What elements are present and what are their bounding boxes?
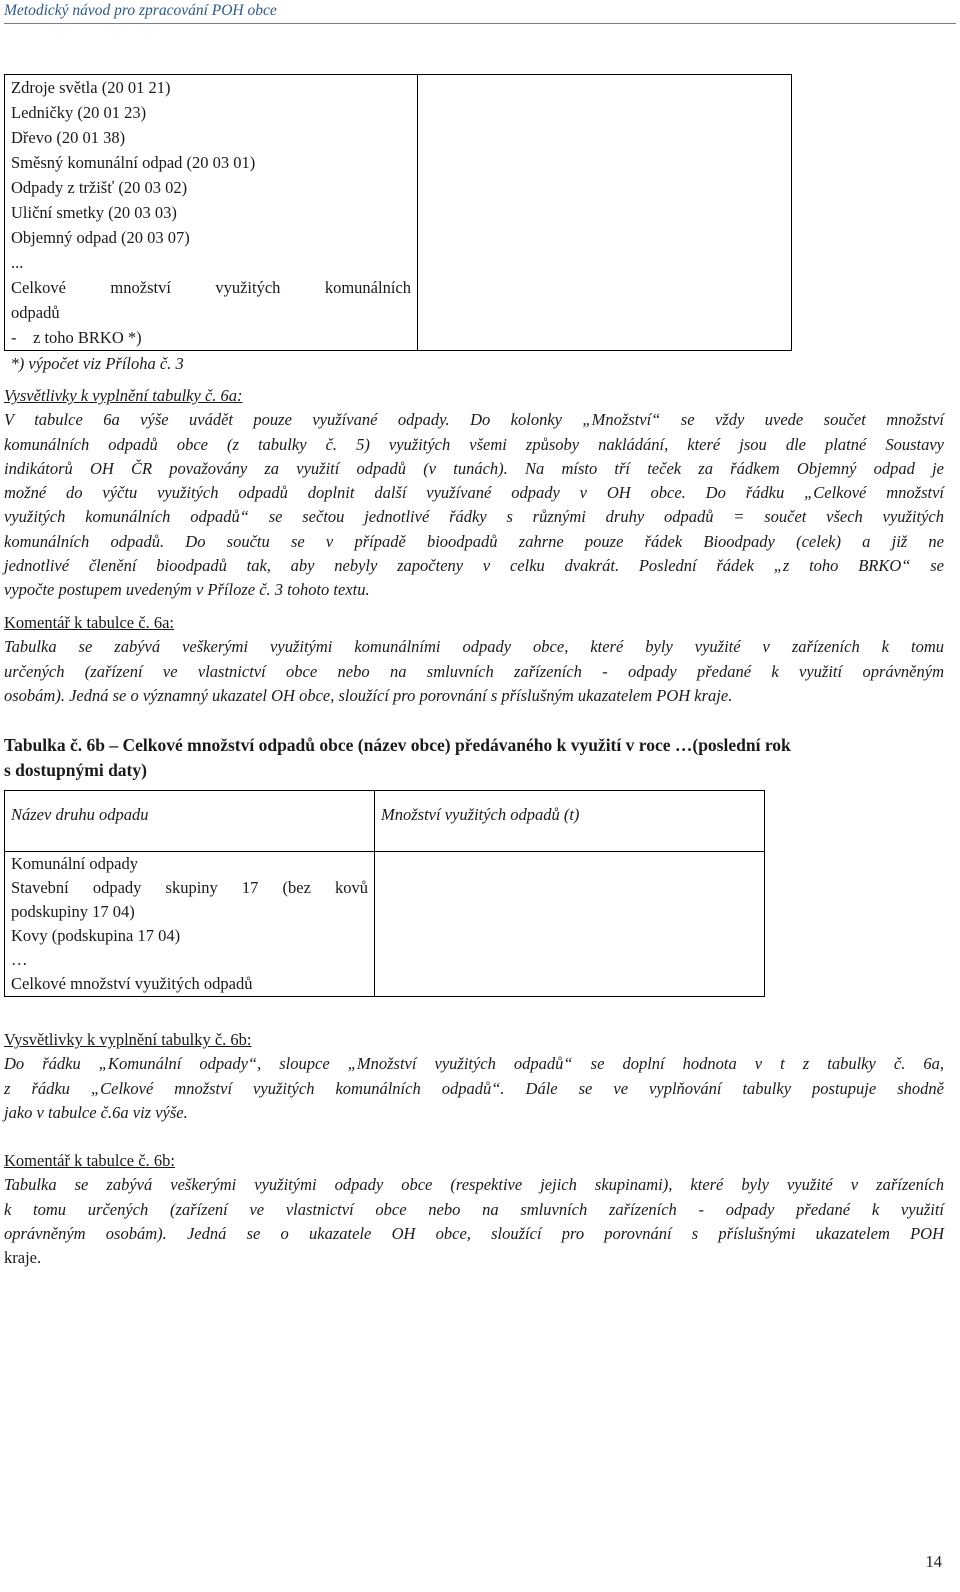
explain-6b-line: z řádku „Celkové množství využitých komunálních odpadů“. Dále se ve vyplňování tabulky postupuje shodně — [4, 1078, 944, 1098]
explain-6b-heading: Vysvětlivky k vyplnění tabulky č. 6b: — [4, 1030, 252, 1049]
table-row-label: Objemný odpad (20 03 07) — [11, 228, 190, 247]
page-number: 14 — [925, 1552, 942, 1571]
comment-6b-line: k tomu určených (zařízení ve vlastnictví obce nebo na smluvních zařízeních - odpady předané k využití — [4, 1199, 944, 1219]
explain-6a-line: vypočte postupem uvedeným v Příloze č. 3 tohoto textu. — [4, 580, 370, 600]
explain-6a-line: možné do výčtu využitých odpadů doplnit další využívané odpady v OH obce. Do řádku „Celkové množství — [4, 483, 944, 503]
comment-6b-line: Tabulka se zabývá veškerými využitými odpady obce (respektive jejich skupinami), které byly využité v zařízeních — [4, 1175, 944, 1195]
explain-6a-line: jednotlivé členění bioodpadů tak, aby nebyly započteny v celku dvakrát. Poslední řádek „z toho BRKO“ se — [4, 556, 944, 576]
comment-6b — [4, 1149, 944, 1270]
table-6b — [4, 790, 765, 997]
table-row-label: Ledničky (20 01 23) — [11, 103, 147, 122]
comment-6a-line: osobám). Jedná se o významný ukazatel OH obce, sloužící pro porovnání s příslušným ukazatelem POH kraje. — [4, 685, 733, 705]
table-row-label: Celkové množství využitých komunálních — [11, 278, 411, 297]
comment-6a-line: určených (zařízení ve vlastnictví obce nebo na smluvních zařízeních - odpady předané k využití oprávněným — [4, 661, 944, 681]
explain-6a-line: komunálních odpadů obce (z tabulky č. 5) využitých všemi způsoby nakládání, které jsou dle platné Soustavy — [4, 434, 944, 454]
table-6b-heading-line: s dostupnými daty) — [4, 760, 147, 780]
table-row-label: Uliční smetky (20 03 03) — [11, 203, 177, 222]
comment-6b-line: kraje. — [4, 1248, 42, 1268]
page-header — [4, 2, 956, 24]
comment-6b-line: oprávněným osobám). Jedná se o ukazatele OH obce, sloužící pro porovnání s příslušnými ukazatelem POH — [4, 1223, 944, 1243]
table-6a-footnote: *) výpočet viz Příloha č. 3 — [10, 354, 184, 373]
explain-6a — [4, 384, 944, 603]
explain-6a-line: V tabulce 6a výše uvádět pouze využívané odpady. Do kolonky „Množství“ se vždy uvede součet množství — [4, 410, 944, 430]
table-row-label: Kovy (podskupina 17 04) — [11, 926, 181, 945]
table-header-row — [5, 791, 765, 852]
explain-6a-line: využitých komunálních odpadů“ se sečtou jednotlivé řádky s různými druhy odpadů = součet všech využitých — [4, 507, 944, 527]
table-6b-value-cell — [375, 852, 765, 997]
column-header: Množství využitých odpadů (t) — [375, 791, 765, 852]
column-header: Název druhu odpadu — [5, 791, 375, 852]
table-row-label: Komunální odpady — [11, 854, 138, 873]
table-6b-heading — [4, 733, 944, 783]
header-title: Metodický návod pro zpracování POH obce — [4, 2, 277, 19]
table-6b-rows-cell — [5, 852, 375, 997]
table-row-label: Dřevo (20 01 38) — [11, 128, 126, 147]
table-row-label: Stavební odpady skupiny 17 (bez kovů — [11, 878, 368, 897]
table-row-label: podskupiny 17 04) — [11, 902, 135, 921]
table-row-label: - z toho BRKO *) — [11, 328, 142, 347]
table-row-label: Směsný komunální odpad (20 03 01) — [11, 153, 256, 172]
explain-6b — [4, 1028, 944, 1125]
comment-6a — [4, 611, 944, 708]
table-row — [5, 852, 765, 997]
explain-6a-heading: Vysvětlivky k vyplnění tabulky č. 6a: — [4, 386, 243, 405]
explain-6b-line: Do řádku „Komunální odpady“, sloupce „Množství využitých odpadů“ se doplní hodnota v t z tabulky č. 6a, — [4, 1054, 944, 1074]
table-6a-rows-cell — [5, 75, 418, 351]
table-6a-value-cell — [418, 75, 792, 351]
explain-6a-line: komunálních odpadů. Do součtu se v případě bioodpadů zahrne pouze řádek Bioodpady (celek) a již ne — [4, 531, 944, 551]
table-6b-heading-line: Tabulka č. 6b – Celkové množství odpadů obce (název obce) předávaného k využití v roce …(poslední rok — [4, 735, 791, 755]
table-6a — [4, 74, 792, 376]
table-row-label: odpadů — [11, 303, 60, 322]
comment-6b-heading: Komentář k tabulce č. 6b: — [4, 1151, 175, 1170]
table-row-label: … — [11, 950, 28, 969]
comment-6a-heading: Komentář k tabulce č. 6a: — [4, 613, 174, 632]
explain-6a-line: indikátorů OH ČR považovány za využití odpadů (v tunách). Na místo tří teček za řádkem Objemný odpad je — [4, 458, 944, 478]
table-row-label: Celkové množství využitých odpadů — [11, 974, 253, 993]
table-row-label: ... — [11, 253, 24, 272]
explain-6b-line: jako v tabulce č.6a viz výše. — [4, 1102, 188, 1122]
table-row-label: Odpady z tržišť (20 03 02) — [11, 178, 188, 197]
table-row — [5, 75, 792, 351]
table-row-label: Zdroje světla (20 01 21) — [11, 78, 171, 97]
comment-6a-line: Tabulka se zabývá veškerými využitými komunálními odpady obce, které byly využité v zařízeních k tomu — [4, 637, 944, 657]
